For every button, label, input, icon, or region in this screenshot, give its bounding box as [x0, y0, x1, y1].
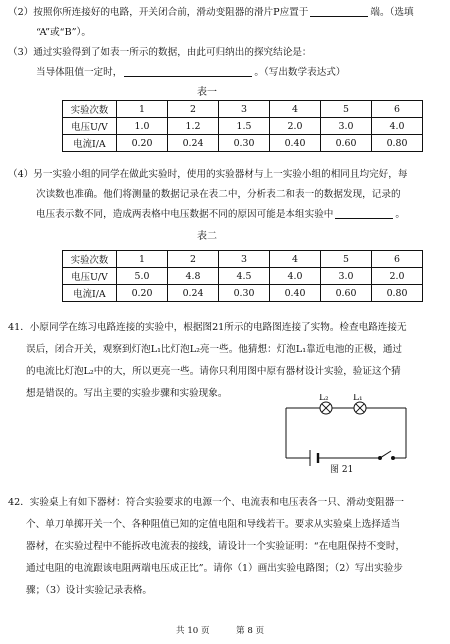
lamp-l1-icon: [354, 402, 366, 414]
q42-text-line2: 个、单刀单掷开关一个、各种阻值已知的定值电阻和导线若干。要求从实验桌上选择适当: [26, 519, 401, 530]
circuit-diagram: [280, 394, 412, 474]
table2-caption: 表二: [197, 231, 217, 242]
q2-answer-blank[interactable]: [310, 4, 368, 17]
table1-caption: 表一: [197, 87, 217, 98]
switch-icon: [379, 451, 395, 460]
q2-text: （2）按照你所连接好的电路，开关闭合前，滑动变阻器的滑片P应置于 端。（选填: [8, 2, 414, 23]
table-row: 实验次数 1 2 3 4 5 6: [63, 251, 423, 268]
table2: [62, 250, 423, 302]
battery-icon: [310, 450, 318, 466]
q42-text-line3: 器材，在实验过程中不能拆改电流表的接线，请设计一个实验证明：“在电阻保持不变时，: [26, 541, 406, 552]
table-row: 电压U/V 1.0 1.2 1.5 2.0 3.0 4.0: [63, 118, 423, 135]
q41-text-line2: 误后，闭合开关，观察到灯泡L₁比灯泡L₂亮一些。他猜想：灯泡L₁靠近电池的正极，通过: [26, 344, 403, 355]
q3-answer-blank[interactable]: [124, 64, 252, 77]
table1: [62, 100, 423, 152]
q42-text-line5: 骤；（3）设计实验记录表格。: [26, 585, 153, 596]
lamp-l2-label: L₂: [319, 394, 329, 403]
q42-text-line4: 通过电阻的电流跟该电阻两端电压成正比”。请你（1）画出实验电路图；（2）写出实验步: [26, 563, 403, 574]
q41-text-line4: 想是错误的。写出主要的实验步骤和实验现象。: [26, 388, 228, 399]
q2-text-line2: “A”或“B”）。: [36, 27, 91, 38]
table-row: 电压U/V 5.0 4.8 4.5 4.0 3.0 2.0: [63, 268, 423, 285]
footer-page-number: 第 8 页: [236, 626, 265, 636]
lamp-l2-icon: [320, 402, 332, 414]
footer-total-pages: 共 10 页: [176, 626, 210, 636]
q41-text-line3: 的电流比灯泡L₂中的大，所以更亮一些。请你只利用图中原有器材设计实验，验证这个猜: [26, 366, 401, 377]
q42-text: 42．实验桌上有如下器材：符合实验要求的电源一个、电流表和电压表各一只、滑动变阻器一: [8, 497, 404, 508]
q4-answer-blank[interactable]: [335, 206, 393, 219]
table-row: 实验次数 1 2 3 4 5 6: [63, 101, 423, 118]
q3-text: （3）通过实验得到了如表一所示的数据，由此可归纳出的探究结论是：: [8, 47, 312, 58]
q4-text-line3: 电压表示数不同，造成两表格中电压数据不同的原因可能是本组实验中 。: [36, 204, 405, 225]
table-row: 电流I/A 0.20 0.24 0.30 0.40 0.60 0.80: [63, 135, 423, 152]
q3-text-line2: 当导体阻值一定时， 。（写出数学表达式）: [36, 62, 345, 83]
q4-text-line2: 次读数也准确。他们将测量的数据记录在表二中，分析表二和表一的数据发现，记录的: [36, 189, 401, 200]
table-row: 电流I/A 0.20 0.24 0.30 0.40 0.60 0.80: [63, 285, 423, 302]
q41-text: 41．小原同学在练习电路连接的实验中，根据图21所示的电路图连接了实物。检查电路连接无: [8, 322, 407, 333]
lamp-l1-label: L₁: [353, 394, 363, 403]
q4-text: （4）另一实验小组的同学在做此实验时，使用的实验器材与上一实验小组的相同且均完好，每: [8, 169, 408, 180]
figure-caption: 图 21: [330, 465, 354, 474]
